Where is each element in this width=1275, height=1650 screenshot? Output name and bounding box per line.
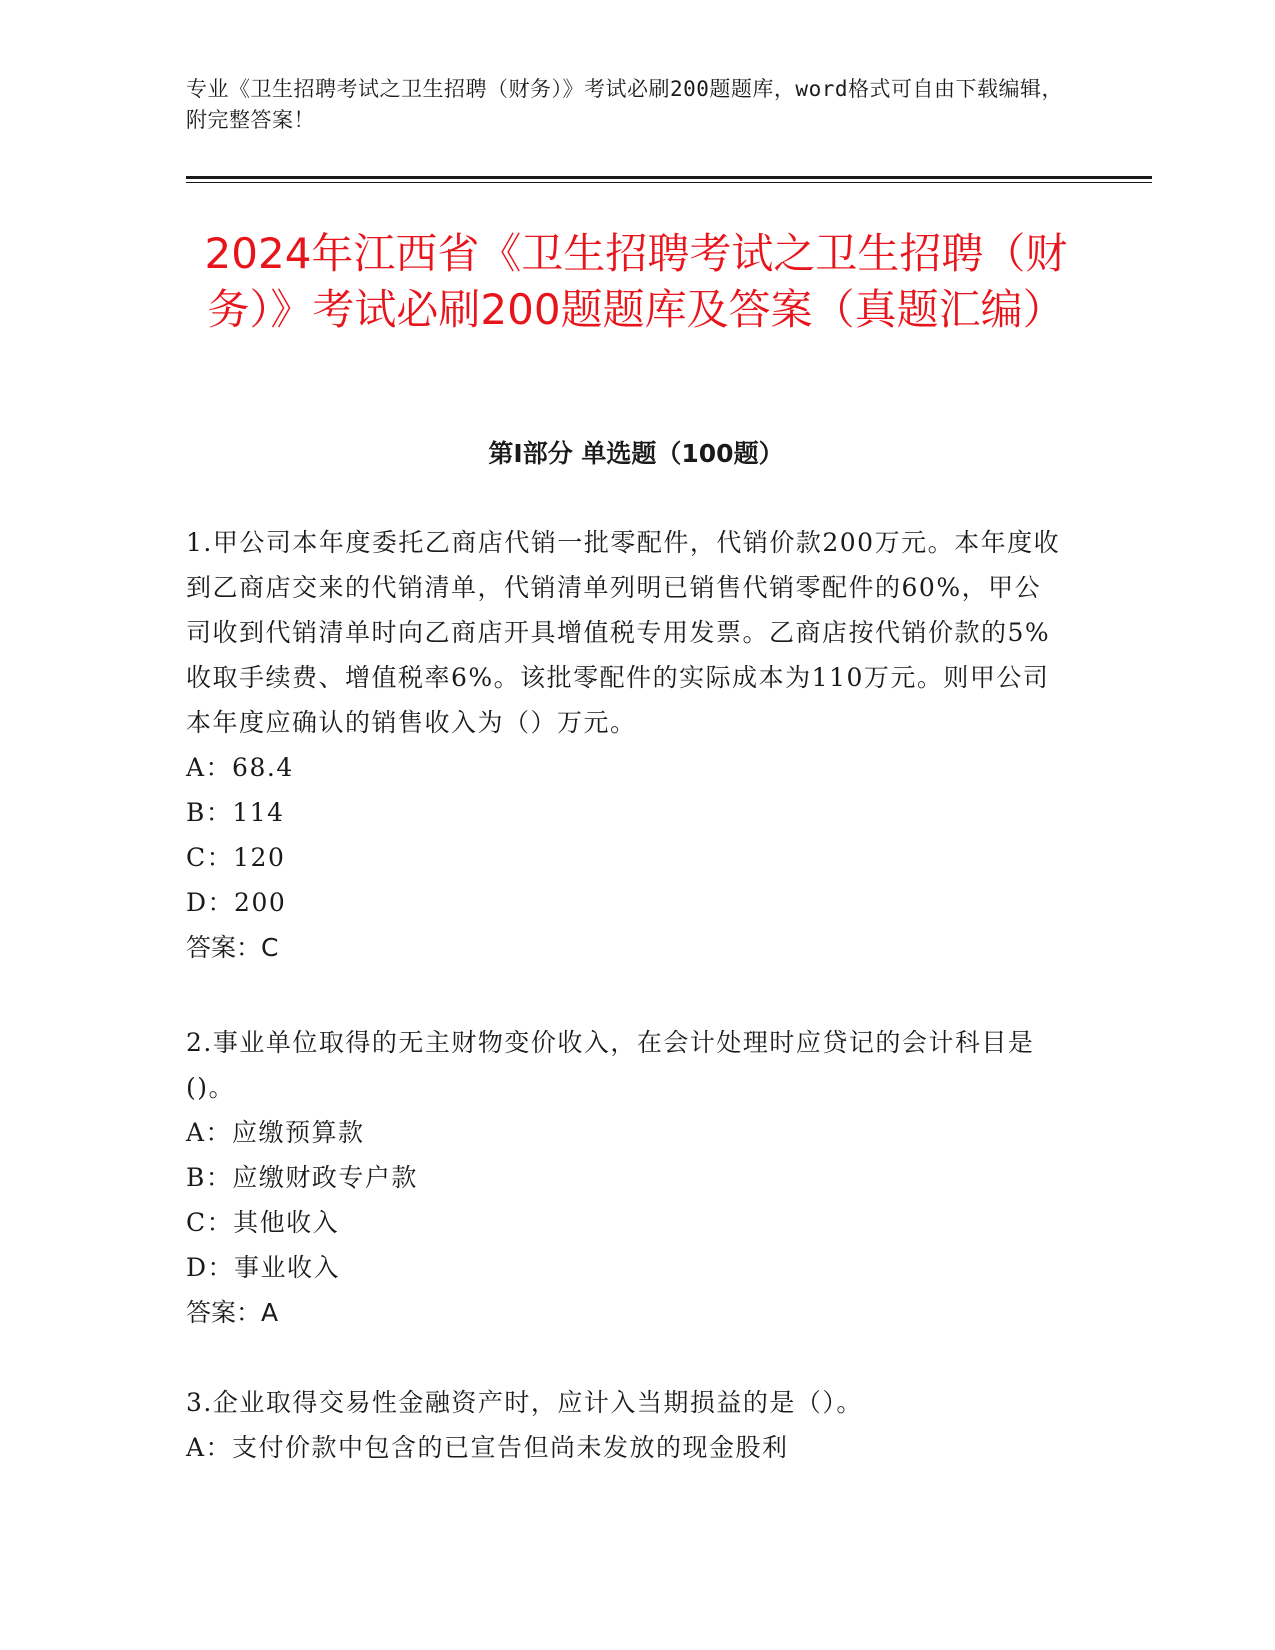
- header-divider: [186, 176, 1152, 179]
- question-2: [186, 1020, 1066, 1335]
- question-1: [186, 520, 1066, 970]
- option-c: C：其他收入: [186, 1208, 340, 1237]
- option-a: A：应缴预算款: [186, 1118, 365, 1147]
- option-b: B：应缴财政专户款: [186, 1163, 418, 1192]
- question-stem: 1.甲公司本年度委托乙商店代销一批零配件，代销价款200万元。本年度收到乙商店交来的代销清单，代销清单列明已销售代销零配件的60%，甲公司收到代销清单时向乙商店开具增值税专用发票。乙商店按代销价款的5%收取手续费、增值税率6%。该批零配件的实际成本为110万元。则甲公司本年度应确认的销售收入为（）万元。: [186, 528, 1061, 737]
- option-d: D：200: [186, 888, 287, 917]
- option-c: C：120: [186, 843, 286, 872]
- question-stem: 2.事业单位取得的无主财物变价收入，在会计处理时应贷记的会计科目是()。: [186, 1028, 1035, 1102]
- question-stem: 3.企业取得交易性金融资产时，应计入当期损益的是（）。: [186, 1388, 863, 1417]
- option-b: B：114: [186, 798, 285, 827]
- section-title: 第I部分 单选题（100题）: [488, 439, 784, 468]
- option-a: A：68.4: [186, 753, 294, 782]
- option-a: A：支付价款中包含的已宣告但尚未发放的现金股利: [186, 1433, 789, 1462]
- option-d: D：事业收入: [186, 1253, 341, 1282]
- document-title: 2024年江西省《卫生招聘考试之卫生招聘（财务）》考试必刷200题题库及答案（真题汇编）: [204, 229, 1068, 334]
- header-divider-thin: [186, 182, 1152, 183]
- header-note: 专业《卫生招聘考试之卫生招聘（财务）》考试必刷200题题库，word格式可自由下载编辑，附完整答案！: [186, 77, 1063, 132]
- answer: 答案：A: [186, 1298, 279, 1327]
- answer: 答案：C: [186, 933, 279, 962]
- question-3: [186, 1380, 1066, 1470]
